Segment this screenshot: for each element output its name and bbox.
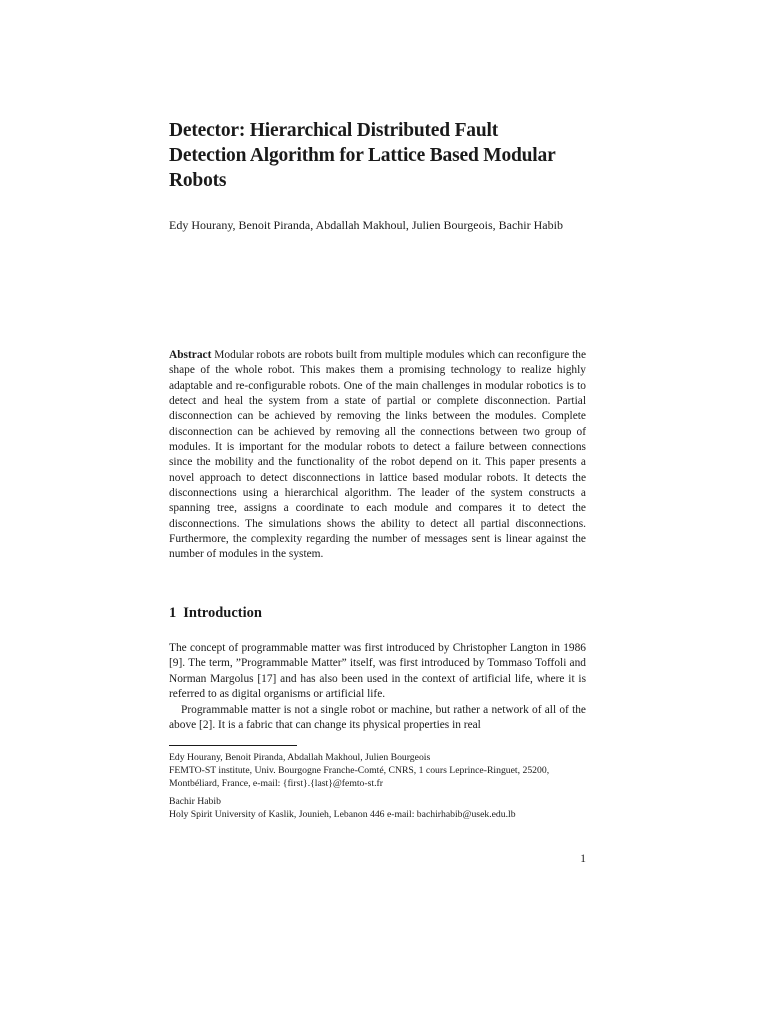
footnote-line: FEMTO-ST institute, Univ. Bourgogne Franche-Comté, CNRS, 1 cours Leprince-Ringuet, 25200,	[169, 765, 550, 776]
body-paragraph: Programmable matter is not a single robot or machine, but rather a network of all of the above [2]. It is a fabric that can change its physical properties in real	[169, 703, 586, 732]
author-list: Edy Hourany, Benoit Piranda, Abdallah Makhoul, Julien Bourgeois, Bachir Habib	[169, 218, 563, 232]
section-heading	[169, 604, 586, 622]
page-number: 1	[580, 853, 586, 865]
intro-body	[169, 641, 586, 733]
title-line: Robots	[169, 170, 227, 191]
abstract	[169, 348, 586, 563]
affiliation-footnote	[169, 751, 586, 790]
footnotes	[169, 751, 586, 826]
footnote-line: Edy Hourany, Benoit Piranda, Abdallah Makhoul, Julien Bourgeois	[169, 752, 431, 763]
footnote-line: Montbéliard, France, e-mail: {first}.{last}@femto-st.fr	[169, 778, 383, 789]
abstract-text: Modular robots are robots built from multiple modules which can reconfigure the shape of the whole robot. This makes them a promising technology to realize highly adaptable and re-configurable robots. One of the main challenges in modular robotics is to detect and heal the system from a state of partial or complete disconnection. Partial disconnection can be achieved by removing the links between the modules. Complete disconnection can be achieved by removing all the connections between two group of modules. It is important for the modular robots to detect a failure between connections since the mobility and the functionality of the robot depend on it. This paper presents a novel approach to detect disconnections in lattice based modular robots. It detects the disconnections using a hierarchical algorithm. The leader of the system constructs a spanning tree, assigns a coordinate to each module and compares it to detect the disconnections. The simulations shows the ability to detect all partial disconnections. Furthermore, the complexity regarding the number of messages sent is linear against the number of modules in the system.	[169, 349, 586, 561]
title-line: Detection Algorithm for Lattice Based Modular	[169, 145, 556, 166]
footnote-rule	[169, 745, 297, 746]
footnote-line: Holy Spirit University of Kaslik, Jounieh, Lebanon 446 e-mail: bachirhabib@usek.edu.lb	[169, 809, 516, 820]
section-title: Introduction	[183, 605, 262, 621]
body-paragraph: The concept of programmable matter was first introduced by Christopher Langton in 1986 [9]. The term, ”Programmable Matter” itself, was first introduced by Tommaso Toffoli and Norman Margolus [17] and has also been used in the context of artificial life, where it is referred to as digital organisms or artificial life.	[169, 642, 586, 701]
section-number: 1	[169, 605, 177, 621]
affiliation-footnote	[169, 795, 586, 821]
title-line: Detector: Hierarchical Distributed Fault	[169, 120, 499, 141]
footnote-line: Bachir Habib	[169, 796, 221, 807]
abstract-label: Abstract	[169, 349, 212, 361]
paper-title	[169, 118, 586, 193]
